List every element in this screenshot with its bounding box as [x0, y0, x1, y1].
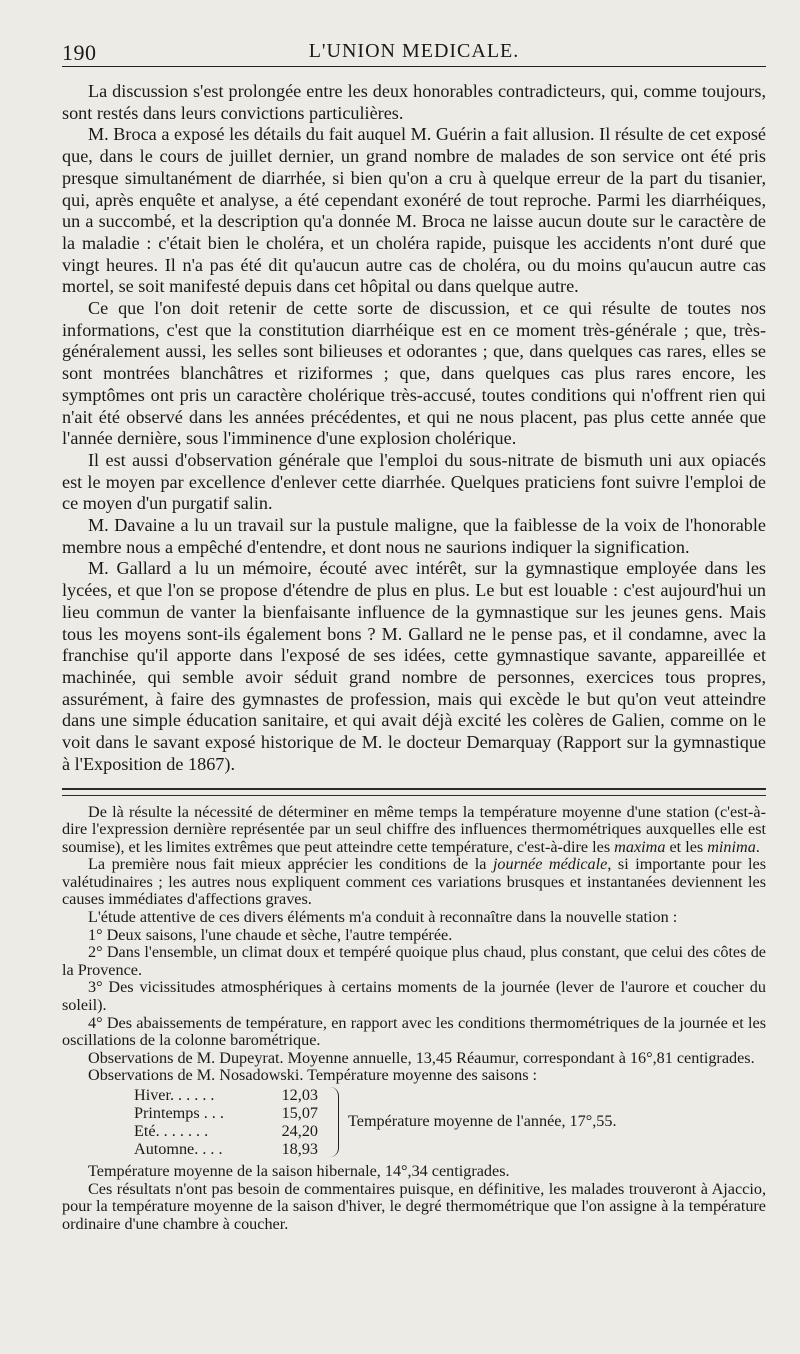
season-table — [134, 1087, 766, 1161]
season-row — [134, 1123, 318, 1141]
main-paragraph-5: M. Davaine a lu un travail sur la pustule maligne, que la faiblesse de la voix de l'honorable membre nous a empêché d'entendre, et dont nous ne saurions indiquer la signification. — [62, 515, 766, 557]
note-item-4: 4° Des abaissements de température, en rapport avec les conditions thermométriques de la journée et les oscillations de la colonne barométrique. — [62, 1013, 766, 1050]
season-value: 24,20 — [281, 1122, 318, 1140]
note-paragraph-1 — [62, 804, 766, 857]
note-text: et les — [665, 837, 708, 856]
season-name: Printemps . . . — [134, 1104, 224, 1122]
italic-maxima: maxima — [614, 837, 666, 856]
main-paragraph-1: La discussion s'est prolongée entre les deux honorables contradicteurs, qui, comme toujours, sont restés dans leurs convictions particulières. — [62, 81, 766, 123]
italic-minima: minima — [707, 837, 756, 856]
note-item-2: 2° Dans l'ensemble, un climat doux et tempéré quoique plus chaud, plus constant, que celui des côtes de la Provence. — [62, 943, 766, 979]
season-name: Hiver. . . . . . — [134, 1086, 215, 1104]
main-paragraph-4: Il est aussi d'observation générale que l'emploi du sous-nitrate de bismuth uni aux opiacés est le moyen par excellence d'enlever cette diarrhée. Quelques praticiens font suivre l'emploi de ce moyen d'un purgatif salin. — [62, 449, 766, 514]
season-value: 15,07 — [281, 1104, 318, 1122]
note-paragraph-3: L'étude attentive de ces divers éléments m'a conduit à reconnaître dans la nouvelle station : — [88, 908, 678, 927]
page-header — [62, 36, 766, 67]
season-name: Automne. . . . — [134, 1140, 223, 1158]
main-paragraph-6: M. Gallard a lu un mémoire, écouté avec intérêt, sur la gymnastique employée dans les lycées, et que l'on se propose d'étendre de plus en plus. Le but est louable : c'est aujourd'hui un lieu commun de vanter la bienfaisante influence de la gymnastique sur les jeunes gens. Mais tous les moyens sont-ils également bons ? M. Gallard ne le pense pas, et il condamne, avec la franchise qu'il apporte dans l'exposé de ses idées, cette gymnastique savante, appareillée et machinée, qui semble avoir séduit grand nombre de personnes, exercices tous propres, assurément, à faire des gymnastes de profession, mais qui excède le but qu'on veut atteindre dans une simple éducation sanitaire, et qui avait déjà excité les colères de Galien, comme on le voit dans le savant exposé historique de M. le docteur Demarquay (Rapport sur la gymnastique à l'Exposition de 1867). — [62, 558, 766, 774]
note-text: De là résulte la nécessité de déterminer en même temps la température moyenne d'une station (c'est-à-dire l'expression dernière représentée par un seul chiffre des influences thermométriques auxquelles elle est soumise), et les limites extrêmes que peut atteindre cette température, c'est-à-dire les — [62, 802, 766, 856]
season-name: Eté. . . . . . . — [134, 1122, 209, 1140]
page-number: 190 — [62, 40, 97, 65]
note-text: , si importante pour les valétudinaires ; les autres nous expliquent comment ces variations brusques et instantanées deviennent les causes immédiates d'affections graves. — [62, 855, 767, 909]
season-value: 12,03 — [281, 1086, 318, 1104]
note-item-3: 3° Des vicissitudes atmosphériques à certains moments de la journée (lever de l'aurore et coucher du soleil). — [62, 978, 766, 1015]
main-text — [62, 81, 766, 776]
season-value: 18,93 — [281, 1140, 318, 1158]
note-dupeyrat: Observations de M. Dupeyrat. Moyenne annuelle, 13,45 Réaumur, correspondant à 16°,81 centigrades. — [88, 1048, 755, 1067]
note-nosadowski: Observations de M. Nosadowski. Température moyenne des saisons : — [88, 1066, 538, 1085]
section-divider — [62, 788, 766, 796]
note-text: . — [755, 837, 760, 856]
note-item-1: 1° Deux saisons, l'une chaude et sèche, l'autre tempérée. — [88, 925, 453, 944]
brace — [330, 1087, 339, 1157]
italic-journee-medicale: journée médicale — [492, 855, 608, 874]
season-row — [134, 1141, 318, 1159]
note-hibernal: Température moyenne de la saison hibernale, 14°,34 centigrades. — [88, 1162, 510, 1180]
main-paragraph-2: M. Broca a exposé les détails du fait auquel M. Guérin a fait allusion. Il résulte de cet exposé que, dans le cours de juillet dernier, un grand nombre de malades de son service ont été pris presque simultanément de diarrhée, si bien qu'on a cru à quelque erreur de la part du tisanier, qui, après enquête et analyse, a été cependant exonéré de tout reproche. Parmi les diarrhéiques, un a succombé, et la description qu'a donnée M. Broca ne laisse aucun doute sur le caractère de la maladie : c'était bien le choléra, et un choléra rapide, puisque les accidents n'ont duré que vingt heures. Il n'a pas été dit qu'aucun autre cas de choléra, ou du moins qu'aucun autre cas mortel, se soit manifesté depuis dans cet hôpital ou dans quelque autre. — [62, 124, 766, 297]
notes-section — [62, 804, 766, 1234]
season-row — [134, 1087, 318, 1105]
note-text: La première nous fait mieux apprécier les conditions de la — [88, 855, 493, 874]
note-conclusion: Ces résultats n'ont pas besoin de commentaires puisque, en définitive, les malades trouveront à Ajaccio, pour la température moyenne de la saison d'hiver, le degré thermométrique que l'on assigne à la température ordinaire d'une chambre à coucher. — [62, 1179, 766, 1233]
main-paragraph-3: Ce que l'on doit retenir de cette sorte de discussion, et ce qui résulte de toutes nos informations, c'est que la constitution diarrhéique est en ce moment très-générale ; que, très-généralement aussi, les selles sont bilieuses et odorantes ; que, dans quelques cas rares, elles se sont montrées blanchâtres et riziformes ; que, dans quelques cas plus rares encore, les symptômes ont pris un caractère cholérique très-accusé, toutes conditions qui n'offrent rien qui n'ait été observé dans les années précédentes, et qui ne nous placent, pas plus cette année que l'année dernière, sous l'imminence d'une explosion cholérique. — [62, 298, 766, 449]
note-paragraph-2 — [62, 856, 766, 909]
year-mean-temperature: Température moyenne de l'année, 17°,55. — [348, 1112, 617, 1130]
running-title: L'UNION MEDICALE. — [308, 40, 520, 62]
season-row — [134, 1105, 318, 1123]
